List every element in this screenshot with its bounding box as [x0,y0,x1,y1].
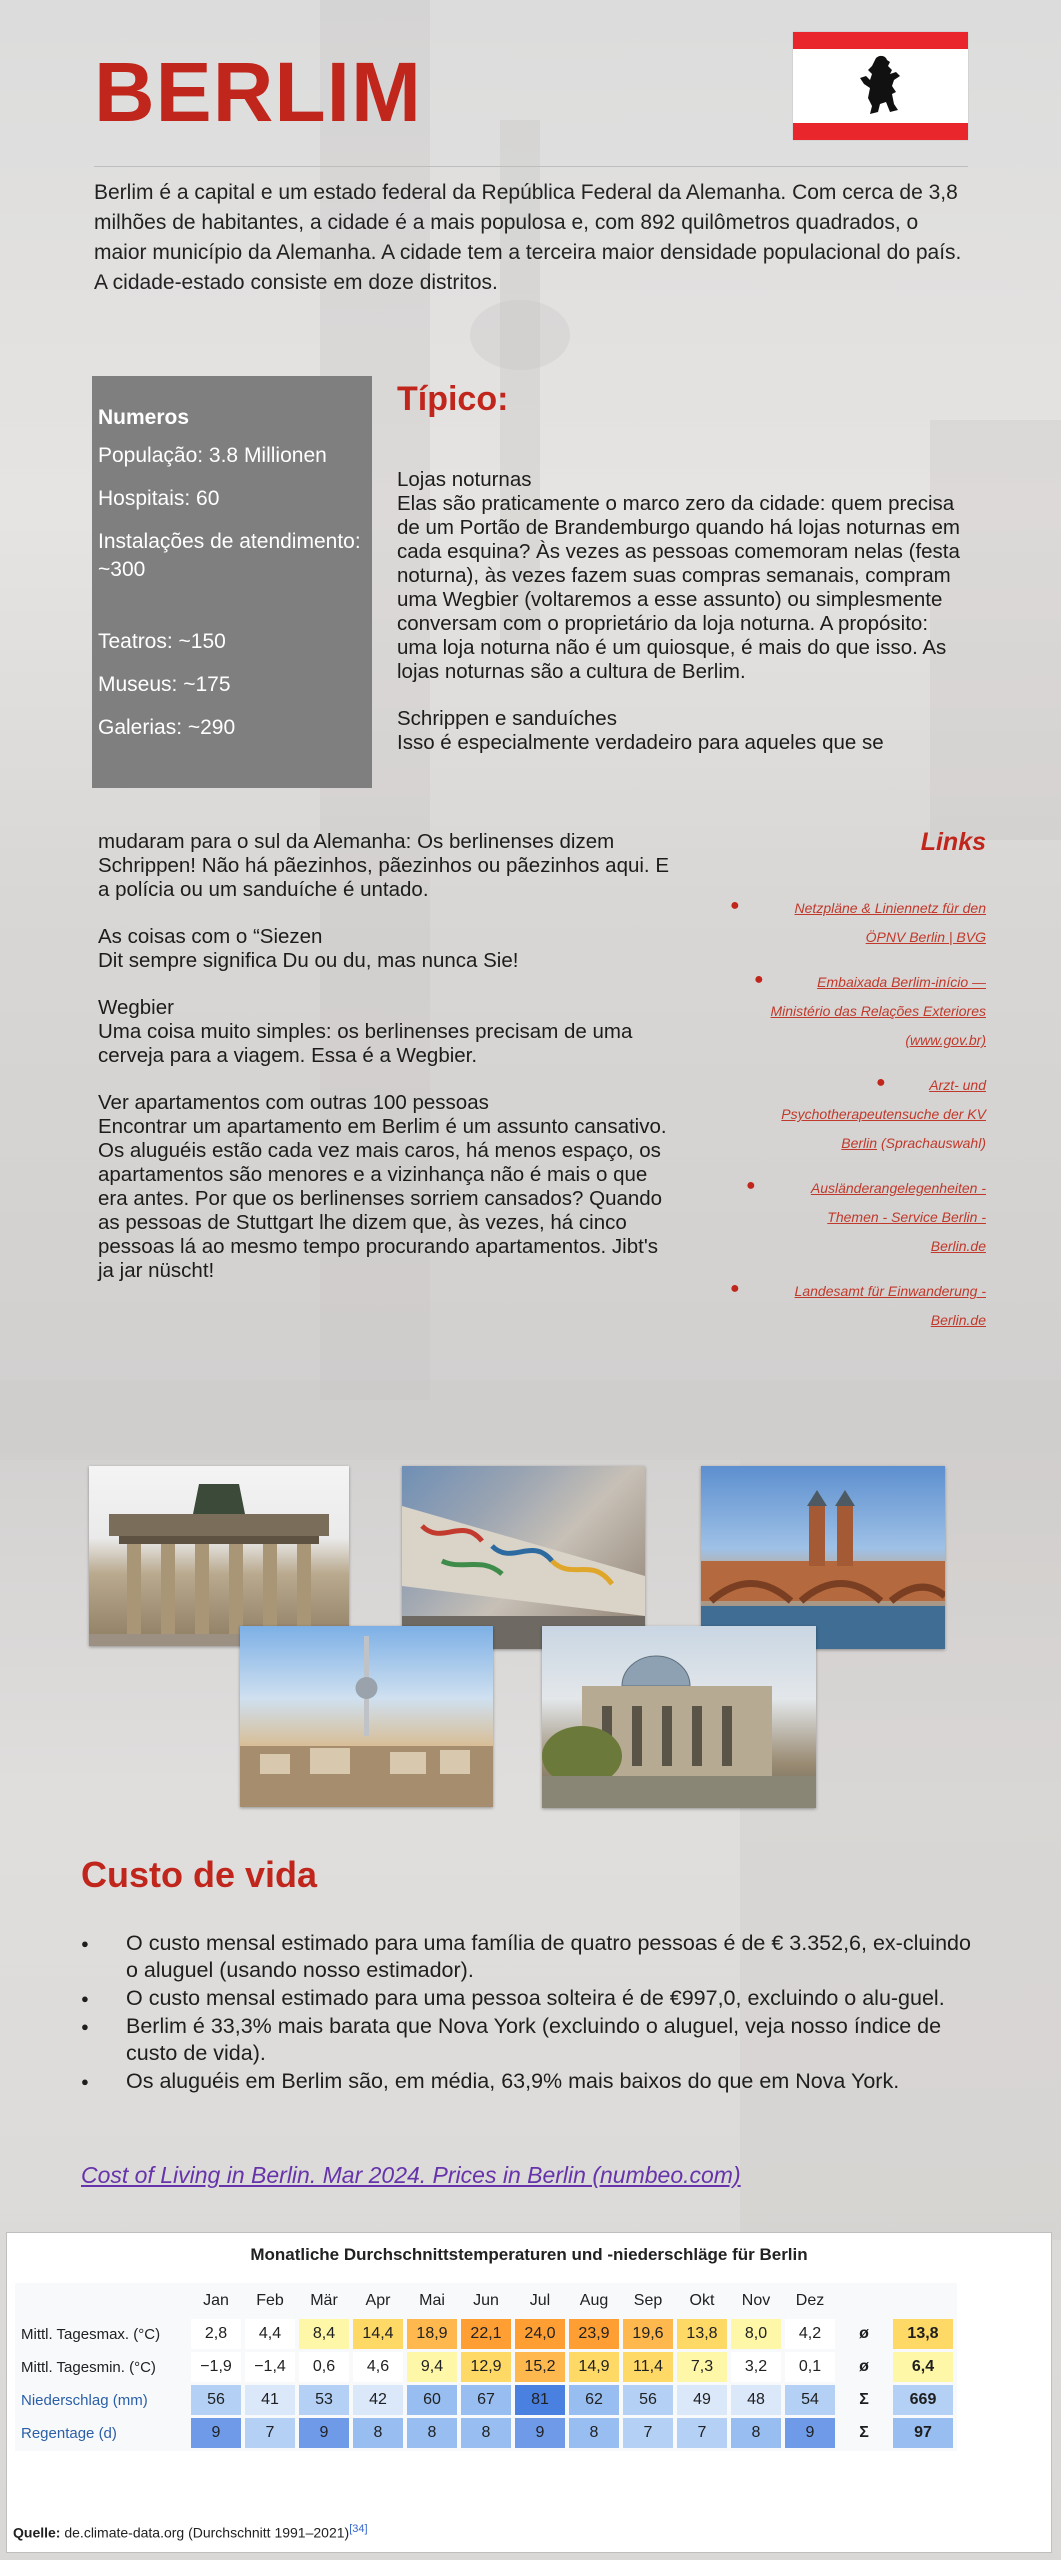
link-line[interactable]: Berlin.de [930,1312,986,1328]
table-cell: 67 [461,2385,511,2415]
table-cell: 4,6 [353,2352,403,2382]
berlin-wall-photo [402,1466,645,1649]
page-title: BERLIM [94,45,422,139]
table-cell: 81 [515,2385,565,2415]
link-line[interactable]: (www.gov.br) [905,1032,986,1048]
link-suffix: (Sprachauswahl) [880,1135,986,1151]
table-cell: 8 [569,2418,619,2448]
header-divider [94,166,968,167]
table-cell: 42 [353,2385,403,2415]
numbers-item: População: 3.8 Millionen [98,444,327,467]
month-header: Sep [633,2292,663,2309]
month-header: Apr [365,2292,391,2309]
list-item: ● Os aluguéis em Berlim são, em média, 63,9% mais baixos do que em Nova York. [81,2068,981,2095]
table-cell: 56 [623,2385,673,2415]
table-cell: 8,0 [731,2319,781,2349]
numbers-box [92,376,372,788]
source-text: de.climate-data.org (Durchschnitt 1991–2021) [64,2524,350,2541]
table-cell: 0,1 [785,2352,835,2382]
link-item[interactable] [700,1174,986,1261]
month-header: Aug [579,2292,609,2309]
reichstag-photo [542,1626,816,1808]
link-line[interactable]: Embaixada Berlim-início — [817,974,986,990]
month-header: Feb [256,2292,284,2309]
numbers-item: Galerias: ~290 [98,716,236,739]
paragraph-text: Isso é especialmente verdadeiro para aqueles que se [397,731,884,754]
cost-heading: Custo de vida [81,1854,318,1895]
table-cell: 4,2 [785,2319,835,2349]
link-line[interactable]: Netzpläne & Liniennetz für den [794,900,986,916]
cost-list [81,1930,981,2096]
climate-title: Monatliche Durchschnittstemperaturen und -niederschläge für Berlin [250,2245,808,2264]
table-cell: 22,1 [461,2319,511,2349]
month-header: Jul [529,2292,551,2309]
month-header: Mär [310,2292,338,2309]
link-line[interactable]: Ausländerangelegenheiten - [810,1180,986,1196]
table-cell: 8 [461,2418,511,2448]
link-item[interactable] [700,968,986,1055]
intro-paragraph: Berlim é a capital e um estado federal da República Federal da Alemanha. Com cerca de 3,8 milhões de habitantes, a cidade é a mais populosa e, com 892 quilômetros quadrados, o maior município da Alemanha. A cidade tem a terceira maior densidade populacional do país. A cidade-estado consiste em doze distritos. [94,181,962,294]
row-label[interactable]: Niederschlag (mm) [21,2391,148,2409]
table-row [19,2418,953,2448]
month-header: Jun [473,2292,499,2309]
row-label[interactable]: Regentage (d) [21,2424,117,2442]
table-cell: 8 [407,2418,457,2448]
climate-table-box [6,2232,1052,2553]
paragraph-title: Wegbier [98,996,174,1019]
link-line[interactable]: Themen - Service Berlin - [827,1209,986,1225]
table-row [19,2319,953,2349]
table-cell: −1,4 [245,2352,295,2382]
table-row [19,2352,953,2382]
table-cell: 9 [515,2418,565,2448]
link-line[interactable]: ÖPNV Berlin | BVG [865,929,986,945]
link-line[interactable]: Berlin.de [930,1238,986,1254]
aggregate-symbol: ø [859,2358,869,2375]
row-label: Mittl. Tagesmin. (°C) [21,2358,156,2376]
paragraph-text: Encontrar um apartamento em Berlim é um assunto cansativo. Os aluguéis estão cada vez mais caros, há menos espaço, os apartamentos são menores e a vizinhança não é mais o que era antes. Por que os berlinenses sorriem cansados? Quando as pessoas de Stuttgart lhe dizem que, às vezes, há cinco pessoas lá ao mesmo tempo procurando apartamentos. Jibt's ja jar nüscht! [98,1115,667,1282]
numbers-item: Hospitais: 60 [98,487,220,510]
table-cell: 3,2 [731,2352,781,2382]
table-cell: 0,6 [299,2352,349,2382]
links-list [700,894,986,1351]
table-cell: 19,6 [623,2319,673,2349]
table-cell: 9 [299,2418,349,2448]
links-heading: Links [920,828,986,856]
list-item: ● Berlim é 33,3% mais barata que Nova York (excluindo o aluguel, veja nosso índice de custo de vida). [81,2013,981,2067]
table-cell: 56 [191,2385,241,2415]
link-line[interactable]: Landesamt für Einwanderung - [794,1283,986,1299]
table-cell: 8 [353,2418,403,2448]
link-item[interactable] [700,1277,986,1335]
month-header: Okt [689,2292,715,2309]
link-line[interactable]: Psychotherapeutensuche der KV [781,1106,986,1122]
table-cell: 48 [731,2385,781,2415]
table-total-cell: 669 [893,2385,953,2415]
aggregate-symbol: Σ [859,2424,869,2441]
link-line[interactable]: Berlin [841,1135,878,1151]
paragraph-title: As coisas com o “Siezen [98,925,323,948]
table-cell: 12,9 [461,2352,511,2382]
table-cell: 7 [623,2418,673,2448]
table-cell: 9 [785,2418,835,2448]
numbers-heading: Numeros [98,406,190,429]
bullet-icon: ● [730,1280,740,1297]
table-total-cell: 13,8 [893,2319,953,2349]
table-cell: 13,8 [677,2319,727,2349]
numbeo-link[interactable]: Cost of Living in Berlin. Mar 2024. Prices in Berlin (numbeo.com) [81,2162,741,2188]
month-header: Jan [203,2292,229,2309]
table-cell: 4,4 [245,2319,295,2349]
bullet-icon: ● [746,1177,756,1194]
table-cell: 49 [677,2385,727,2415]
numbers-item: Instalações de atendimento: ~300 [98,530,361,581]
paragraph-title: Ver apartamentos com outras 100 pessoas [98,1091,489,1114]
table-cell: −1,9 [191,2352,241,2382]
table-cell: 8 [731,2418,781,2448]
paragraph-text: Dit sempre significa Du ou du, mas nunca Sie! [98,949,519,972]
list-item: ● O custo mensal estimado para uma família de quatro pessoas é de € 3.352,6, ex-cluindo o aluguel (usando nosso estimador). [81,1930,981,1984]
brandenburg-gate-photo [89,1466,349,1646]
numbers-item: Teatros: ~150 [98,630,226,653]
tv-tower-photo [240,1626,493,1807]
table-cell: 41 [245,2385,295,2415]
bullet-icon: ● [730,897,740,914]
table-cell: 60 [407,2385,457,2415]
table-cell: 53 [299,2385,349,2415]
table-cell: 11,4 [623,2352,673,2382]
table-row [19,2385,953,2415]
aggregate-symbol: ø [859,2325,869,2342]
link-item[interactable] [700,1071,986,1158]
bullet-icon: ● [754,971,764,988]
month-header: Nov [741,2292,771,2309]
table-cell: 7,3 [677,2352,727,2382]
berlin-flag-icon [793,32,968,140]
climate-table [15,2283,957,2451]
aggregate-symbol: Σ [859,2391,869,2408]
table-cell: 15,2 [515,2352,565,2382]
table-cell: 9 [191,2418,241,2448]
source-label: Quelle: [13,2524,61,2541]
table-cell: 18,9 [407,2319,457,2349]
bullet-icon: ● [876,1074,886,1091]
table-cell: 7 [677,2418,727,2448]
table-cell: 2,8 [191,2319,241,2349]
numbers-item: Museus: ~175 [98,673,231,696]
month-header: Dez [795,2292,825,2309]
table-total-cell: 6,4 [893,2352,953,2382]
table-cell: 24,0 [515,2319,565,2349]
table-cell: 8,4 [299,2319,349,2349]
link-line[interactable]: Ministério das Relações Exteriores [770,1003,986,1019]
paragraph-title: Schrippen e sanduíches [397,707,617,730]
link-item[interactable] [700,894,986,952]
table-cell: 14,9 [569,2352,619,2382]
table-cell: 9,4 [407,2352,457,2382]
paragraph-title: Lojas noturnas [397,468,532,491]
month-header: Mai [419,2292,445,2309]
row-label: Mittl. Tagesmax. (°C) [21,2325,161,2343]
table-cell: 7 [245,2418,295,2448]
table-cell: 23,9 [569,2319,619,2349]
source-ref-link[interactable]: [34] [349,2523,368,2535]
link-line[interactable]: Arzt- und [929,1077,986,1093]
table-cell: 54 [785,2385,835,2415]
table-cell: 14,4 [353,2319,403,2349]
list-item: ● O custo mensal estimado para uma pessoa solteira é de €997,0, excluindo o alu-guel. [81,1985,981,2012]
typical-column-1 [397,468,969,778]
table-total-cell: 97 [893,2418,953,2448]
paragraph-text: Uma coisa muito simples: os berlinenses precisam de uma cerveja para a viagem. Essa é a Wegbier. [98,1020,633,1067]
oberbaum-bridge-photo [701,1466,945,1649]
typical-heading: Típico: [397,380,509,418]
climate-source [13,2523,368,2541]
paragraph-text: mudaram para o sul da Alemanha: Os berlinenses dizem Schrippen! Não há pãezinhos, pãezinhos ou pãezinhos aqui. E a polícia ou um sanduíche é untado. [98,830,669,901]
paragraph-text: Elas são praticamente o marco zero da cidade: quem precisa de um Portão de Brandemburgo quando há lojas noturnas em cada esquina? Às vezes as pessoas comemoram nelas (festa noturna), às vezes fazem suas compras semanais, compram uma Wegbier (voltaremos a esse assunto) ou simplesmente conversam com o proprietário da loja noturna. A propósito: uma loja noturna não é um quiosque, é mais do que isso. As lojas noturnas são a cultura de Berlim. [397,492,960,683]
typical-column-2 [98,830,673,1306]
table-cell: 62 [569,2385,619,2415]
